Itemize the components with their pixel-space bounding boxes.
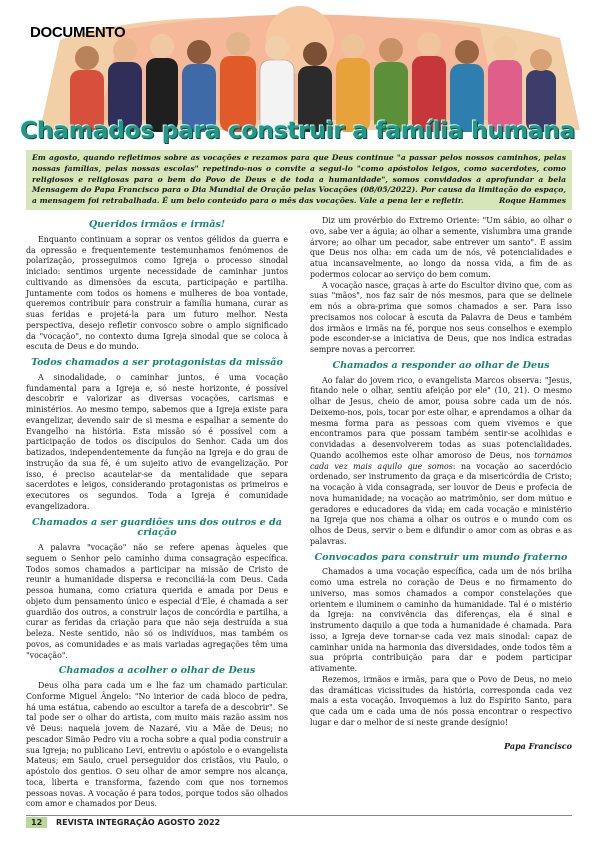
author-signature: Papa Francisco	[504, 740, 572, 751]
page-title: Chamados para construir a família humana	[20, 116, 575, 144]
paragraph: Rezemos, irmãos e irmãs, para que o Povo de Deus, no meio das dramáticas vicissitudes da história, corresponda cada vez mais a esta vocação. Invoquemos a luz do Espírito Santo, para que cada um e cada uma de nós possa encontrar o respectivo lugar e dar o melhor de si neste grande desígnio!	[310, 674, 572, 727]
section-heading: Convocados para construir um mundo fraterno	[314, 551, 568, 563]
section-heading: Chamados a responder ao olhar de Deus	[332, 359, 550, 371]
page-number: 12	[26, 817, 47, 828]
paragraph: A sinodalidade, o caminhar juntos, é uma vocação fundamental para a Igreja e, só neste horizonte, é possível descobrir e valorizar as diversas vocações, carismas e ministérios. Ao mesmo tempo, sabemos que a Igreja existe para evangelizar, devendo sair de si mesma e espalhar a semente do Evangelho na história. Esta missão só é possível com a participação de todos os discípulos do Senhor. Cada um dos batizados, independentemente da função na Igreja e do grau de instrução da sua fé, é um sujeito ativo de evangelização. Por isso, é preciso acautelar-se da mentalidade que separa sacerdotes e leigos, considerando protagonistas os primeiros e executores os segundos. Toda a Igreja é comunidade evangelizadora.	[26, 372, 288, 511]
section-heading: Chamados a acolher o olhar de Deus	[58, 665, 256, 677]
paragraph-part: Ao falar do jovem rico, o evangelista Marcos observa: "Jesus, fitando nele o olhar, sentiu afeição por ele" (10, 21). O mesmo olhar de Jesus, cheio de amor, pousa sobre cada um de nós. Deixemo-nos, pois, tocar por este olhar, e aprendamos a olhar da mesma forma para as pessoas com quem vivemos e que encontramos para que possam também sentir-se acolhidas e convidadas a desenvolverem todas as suas potencialidades. Quando acolhemos este olhar amoroso de Deus, nos	[310, 375, 572, 460]
intro-text: Em agosto, quando refletimos sobre as vocações e rezamos para que Deus continue "a passar pelos nossos caminhos, pelas nossas famílias, pelas nossas escolas" repetindo-nos o convite a segui-lo "como apóstolos leigos, como sacerdotes, como religiosos e religiosas para o bem do Povo de Deus e de toda a humanidade", somos convidados a aprofundar a bela Mensagem do Papa Francisco para o Dia Mundial de Oração pelas Vocações (08/05/2022). Por causa da limitação do espaço, a mensagem foi retrabalhada. É um belo conteúdo para o mês das vocações. Vale a pena ler e refletir.	[32, 153, 566, 206]
paragraph: Diz um provérbio do Extremo Oriente: "Um sábio, ao olhar o ovo, sabe ver a águia; ao olhar a semente, vislumbra uma grande árvore; ao olhar um pecador, sabe entrever um santo". É assim que Deus nos olha: em cada um de nós, vê potencialidades e atua incansavelmente, ao longo da nossa vida, a fim de as podermos colocar ao serviço do bem comum.	[310, 216, 572, 279]
section-heading: Queridos irmãos e irmãs!	[88, 219, 226, 230]
page-footer	[26, 815, 572, 830]
left-column	[26, 214, 288, 810]
paragraph-part: : na vocação ao sacerdócio ordenado, ser instrumento da graça e da misericórdia de Cristo; na vocação à vida consagrada, ser louvor de Deus e profecia de nova humanidade; na vocação ao matrimônio, ser dom mútuo e geradores e educadores da vida; em cada vocação e ministério na Igreja que nos chama a olhar os outros e o mundo com os olhos de Deus, servir o bem e difundir o amor com as obras e as palavras.	[310, 461, 573, 546]
paragraph: Enquanto continuam a soprar os ventos gélidos da guerra e da opressão e frequentemente testemunhamos fenómenos de polarização, prosseguimos como Igreja o processo sinodal iniciado: sentimos urgente necessidade de caminhar juntos cultivando as dimensões da escuta, participação e partilha. Juntamente com todos os homens e mulheres de boa vontade, queremos contribuir para construir a família humana, curar as suas feridas e projetá-la para um futuro melhor. Nesta perspectiva, desejo refletir convosco sobre o amplo significado da "vocação", no contexto duma Igreja sinodal que se coloca à escuta de Deus e do mundo.	[26, 234, 288, 352]
paragraph: Chamados a uma vocação específica, cada um de nós brilha como uma estrela no coração de Deus e no firmamento do universo, mas somos chamados a compor constelações que orientem e iluminem o caminho da humanidade. Tal é o mistério da Igreja: na convivência das diferenças, ela é sinal e instrumento daquilo a que toda a humanidade é chamada. Para isso, a Igreja deve tornar-se cada vez mais sinodal: capaz de caminhar unida na harmonia das diversidades, onde todos têm a sua própria contribuição para dar e podem participar ativamente.	[310, 567, 572, 673]
intro-box	[26, 150, 572, 210]
section-heading: Chamados a ser guardiões uns dos outros e da criação	[32, 516, 282, 539]
magazine-name: REVISTA INTEGRAÇÃO AGOSTO 2022	[55, 818, 221, 827]
section-label: DOCUMENTO	[30, 24, 126, 41]
section-heading: Todos chamados a ser protagonistas da missão	[31, 357, 283, 368]
paragraph	[310, 376, 572, 548]
intro-signature: Roque Hammes	[499, 196, 566, 206]
paragraph: Deus olha para cada um e lhe faz um chamado particular. Conforme Miguel Ângelo: "No interior de cada bloco de pedra, há uma estátua, cabendo ao escultor a tarefa de a descobrir". Se tal pode ser o olhar do artista, com muito mais razão assim nos vê Deus: naquela jovem de Nazaré, viu a Mãe de Deus; no pescador Simão Pedro viu a rocha sobre a qual podia construir a sua Igreja; no publicano Levi, entreviu o apóstolo e o evangelista Mateus; em Saulo, cruel perseguidor dos cristãos, viu Paulo, o apóstolo dos gentios. O seu olhar de amor sempre nos alcança, toca, liberta e transforma, fazendo com que nos tornemos pessoas novas. A vocação é para todos, porque todos são olhados com amor e chamados por Deus.	[26, 681, 288, 809]
emphasis-text: tornamos cada vez mais aquilo que somos	[310, 450, 572, 471]
paragraph: A vocação nasce, graças à arte do Escultor divino que, com as suas "mãos", nos faz sair de nós mesmos, para que se delineie em nós a obra-prima que somos chamados a ser. Para isso precisamos nos colocar à escuta da Palavra de Deus e também dos irmãos e irmãs na fé, porque nos seus conselhos e exemplo pode esconder-se a iniciativa de Deus, que nos indica estradas sempre novas a percorrer.	[310, 280, 572, 354]
paragraph: A palavra "vocação" não se refere apenas àqueles que seguem o Senhor pelo caminho duma consagração específica. Todos somos chamados a participar na missão de Cristo de reunir a humanidade dispersa e reconciliá-la com Deus. Cada pessoa humana, como criatura querida e amada por Deus e objeto dum pensamento único e especial d'Ele, é chamada a ser guardião dos outros, a construir laços de concórdia e partilha, a curar as feridas da criação para que não seja destruída a sua beleza. Neste sentido, não só os indivíduos, mas também os povos, as comunidades e as mais variadas agregações têm uma "vocação".	[26, 543, 288, 660]
right-column	[310, 216, 572, 751]
